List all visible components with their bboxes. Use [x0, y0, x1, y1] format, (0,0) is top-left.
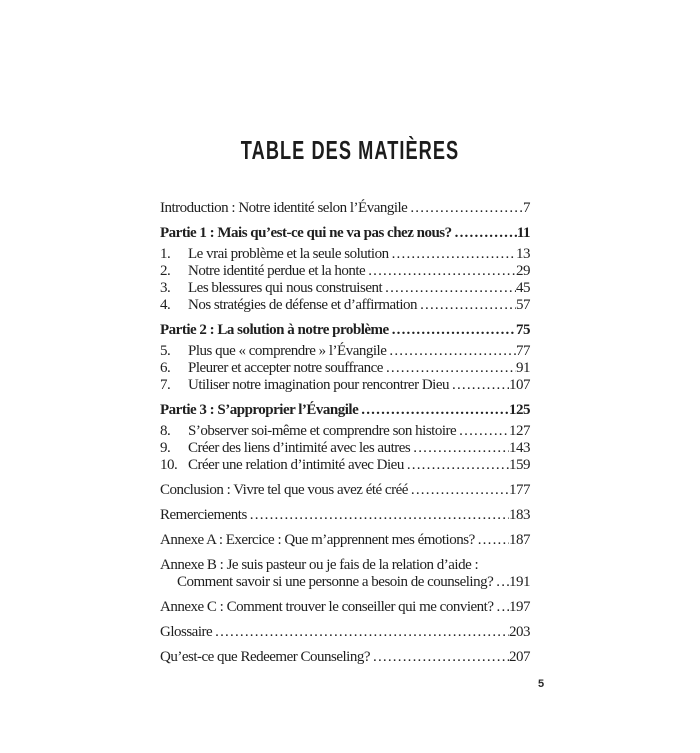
toc-entry-label: Partie 1 : Mais qu’est-ce qui ne va pas chez nous? [160, 225, 452, 241]
toc-entry-label: Conclusion : Vivre tel que vous avez été créé [160, 482, 408, 498]
toc-entry-number: 7. [160, 377, 171, 393]
toc-entry-label: Qu’est-ce que Redeemer Counseling? [160, 649, 370, 665]
toc-entry-page: 187 [509, 532, 530, 548]
toc-entry-number: 5. [160, 343, 171, 359]
toc-dot-leader [383, 360, 516, 377]
toc-entry-number: 6. [160, 360, 171, 376]
page-title: TABLE DES MATIÈRES [240, 135, 460, 165]
toc-entry-page: 183 [509, 507, 530, 523]
toc-dot-leader [494, 599, 510, 616]
toc-entry [160, 457, 530, 474]
toc-entry [160, 574, 530, 591]
toc-entry-number: 2. [160, 263, 171, 279]
toc-entry [160, 377, 530, 394]
toc-entry [160, 599, 530, 616]
toc-entry-page: 143 [509, 440, 530, 456]
toc-entry-page: 7 [523, 200, 530, 216]
toc-dot-leader [247, 507, 509, 524]
table-of-contents [160, 192, 530, 666]
toc-dot-leader [404, 457, 509, 474]
toc-entry-label: Comment savoir si une personne a besoin de counseling? [177, 574, 494, 590]
toc-entry [160, 624, 530, 641]
toc-entry-label: Utiliser notre imagination pour rencontrer Dieu [188, 377, 449, 393]
toc-dot-leader [389, 246, 516, 263]
toc-entry-label: Créer une relation d’intimité avec Dieu [188, 457, 404, 473]
toc-entry-page: 203 [509, 624, 530, 640]
toc-entry-page: 91 [516, 360, 530, 376]
toc-dot-leader [386, 343, 516, 360]
toc-dot-leader [456, 423, 509, 440]
toc-entry-page: 45 [516, 280, 530, 296]
toc-entry-number: 4. [160, 297, 171, 313]
toc-dot-leader [475, 532, 509, 549]
toc-entry-page: 57 [516, 297, 530, 313]
toc-entry [160, 225, 530, 242]
toc-entry [160, 246, 530, 263]
toc-dot-leader [417, 297, 516, 314]
toc-entry [160, 322, 530, 339]
toc-entry-label: Nos stratégies de défense et d’affirmation [188, 297, 418, 313]
toc-dot-leader [382, 280, 516, 297]
toc-entry [160, 402, 530, 419]
toc-entry-label: Créer des liens d’intimité avec les autres [188, 440, 411, 456]
toc-entry [160, 557, 530, 574]
toc-entry [160, 343, 530, 360]
toc-entry-page: 159 [509, 457, 530, 473]
folio-page-number: 5 [537, 678, 545, 690]
toc-entry-label: Notre identité perdue et la honte [188, 263, 366, 279]
toc-entry-number: 1. [160, 246, 171, 262]
toc-entry-label: Plus que « comprendre » l’Évangile [188, 343, 387, 359]
toc-entry-page: 177 [509, 482, 530, 498]
page-title-wrap [0, 137, 700, 164]
toc-entry [160, 297, 530, 314]
toc-entry-number: 10. [160, 457, 178, 473]
toc-dot-leader [389, 322, 516, 339]
toc-entry [160, 482, 530, 499]
toc-entry-page: 191 [509, 574, 530, 590]
toc-entry-page: 75 [516, 322, 530, 338]
toc-entry-page: 127 [509, 423, 530, 439]
toc-entry-label: Glossaire [160, 624, 213, 640]
toc-entry-label: Introduction : Notre identité selon l’Évangile [160, 200, 408, 216]
toc-entry-label: Annexe B : Je suis pasteur ou je fais de la relation d’aide : [160, 557, 479, 573]
toc-dot-leader [410, 440, 509, 457]
toc-entry-label: Pleurer et accepter notre souffrance [188, 360, 383, 376]
toc-entry [160, 440, 530, 457]
toc-dot-leader [365, 263, 516, 280]
toc-dot-leader [370, 649, 509, 666]
toc-entry-page: 125 [509, 402, 530, 418]
toc-entry-label: Partie 3 : S’approprier l’Évangile [160, 402, 359, 418]
toc-entry [160, 507, 530, 524]
toc-entry-label: S’observer soi-même et comprendre son histoire [188, 423, 457, 439]
toc-entry-label: Annexe C : Comment trouver le conseiller qui me convient? [160, 599, 494, 615]
toc-entry-page: 29 [516, 263, 530, 279]
toc-dot-leader [449, 377, 509, 394]
toc-entry-page: 77 [516, 343, 530, 359]
toc-dot-leader [408, 482, 509, 499]
toc-entry-label: Annexe A : Exercice : Que m’apprennent mes émotions? [160, 532, 475, 548]
toc-dot-leader [407, 200, 523, 217]
toc-dot-leader [358, 402, 509, 419]
toc-entry [160, 360, 530, 377]
toc-entry-page: 107 [509, 377, 530, 393]
toc-entry-label: Le vrai problème et la seule solution [188, 246, 389, 262]
toc-entry-page: 207 [509, 649, 530, 665]
toc-entry-number: 3. [160, 280, 171, 296]
toc-dot-leader [493, 574, 509, 591]
toc-entry [160, 280, 530, 297]
toc-dot-leader [452, 225, 517, 242]
toc-entry [160, 532, 530, 549]
toc-entry-number: 8. [160, 423, 171, 439]
toc-entry-page: 13 [516, 246, 530, 262]
toc-entry-number: 9. [160, 440, 171, 456]
toc-entry [160, 423, 530, 440]
toc-entry-page: 197 [509, 599, 530, 615]
toc-entry [160, 263, 530, 280]
toc-entry-label: Les blessures qui nous construisent [188, 280, 383, 296]
toc-entry [160, 200, 530, 217]
toc-entry-page: 11 [516, 225, 530, 241]
toc-entry-label: Remerciements [160, 507, 247, 523]
toc-dot-leader [212, 624, 509, 641]
toc-entry-label: Partie 2 : La solution à notre problème [160, 322, 389, 338]
toc-entry [160, 649, 530, 666]
